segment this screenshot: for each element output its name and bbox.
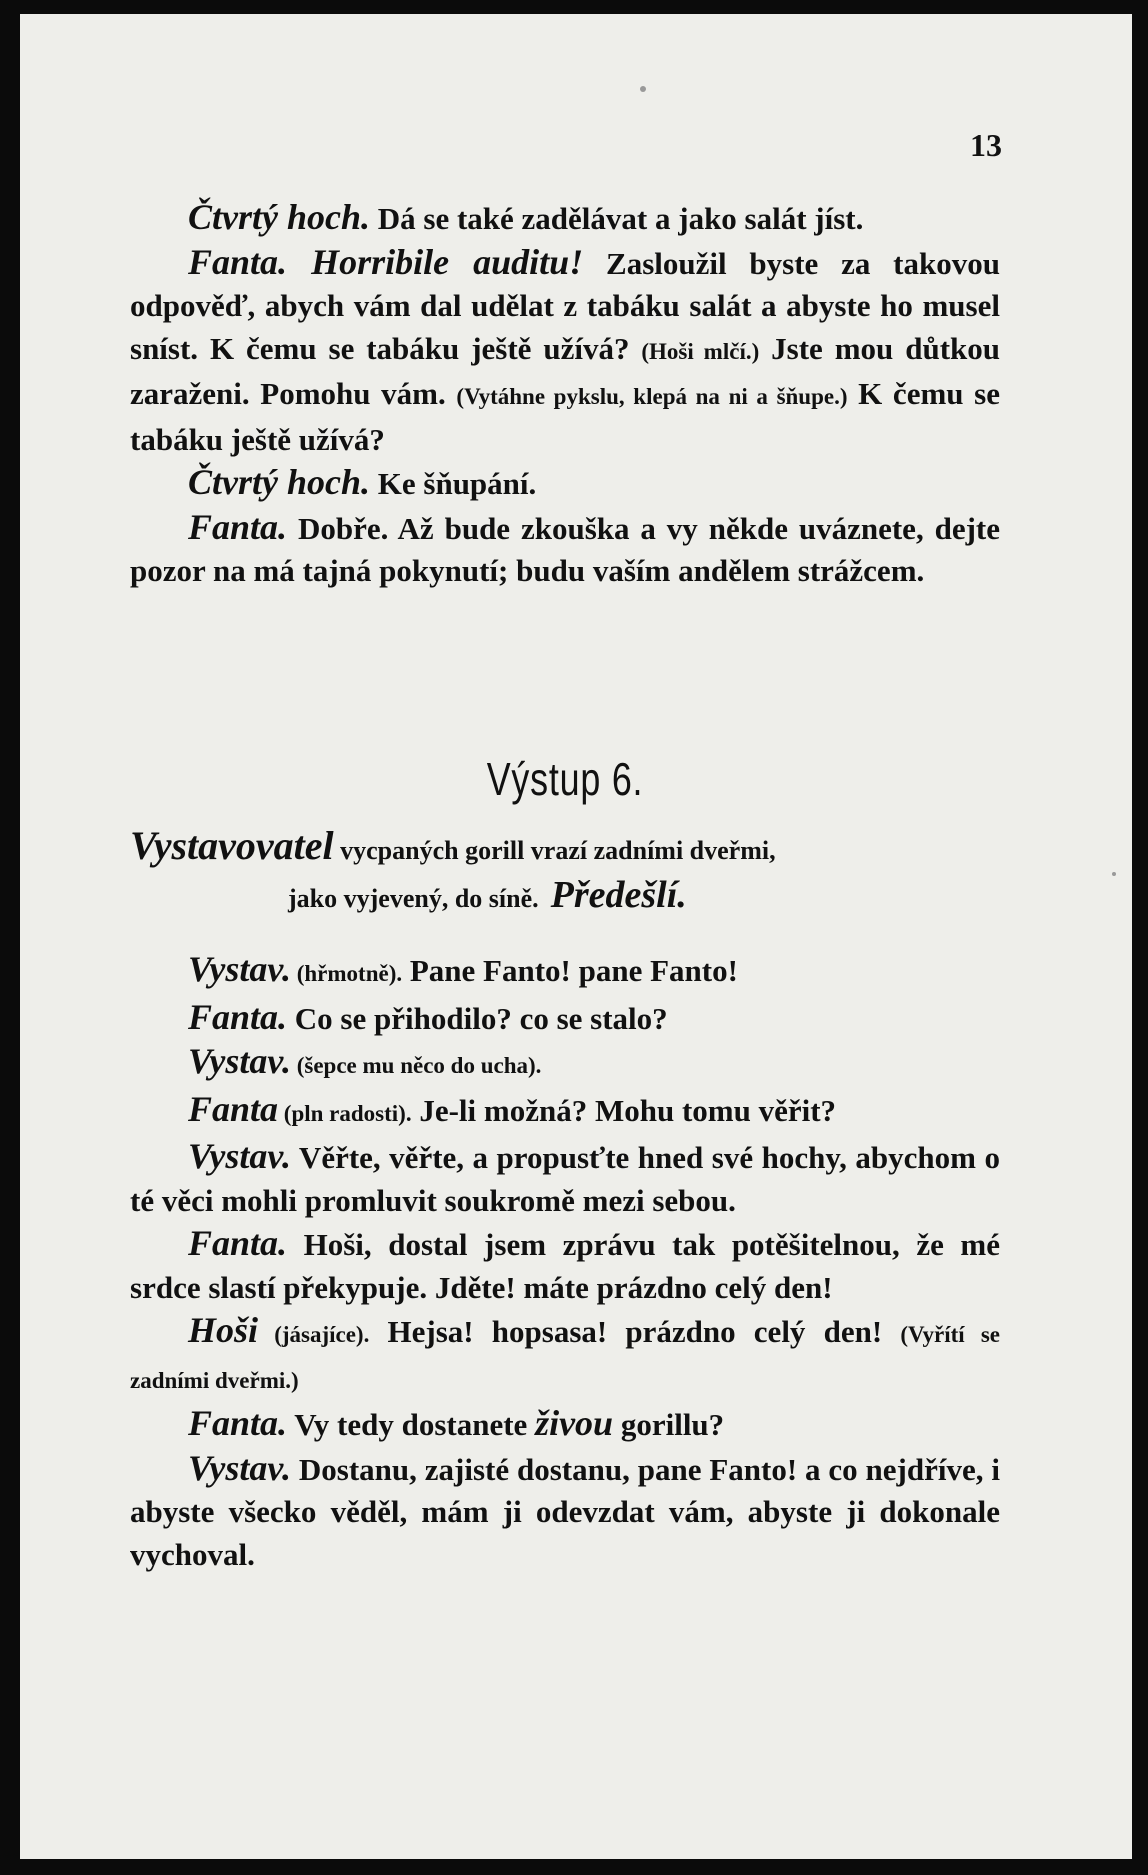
stage-direction: (Vyřítí se zadními dveřmi.) <box>130 1322 1000 1393</box>
stage-direction: (jásajíce). <box>258 1322 370 1347</box>
spoken-text: Dobře. Až bude zkouška a vy někde uváznete, dejte pozor na má tajná pokynutí; budu vaším andělem strážcem. <box>130 510 1000 588</box>
speaker-name: Fanta. <box>188 506 288 547</box>
spoken-text: Vy tedy dostanete <box>287 1407 536 1442</box>
paragraph <box>130 506 1000 593</box>
speaker-name: Čtvrtý hoch. <box>188 462 371 502</box>
scene-intro-text-2: jako vyjevený, do síně. <box>288 884 539 913</box>
scene-previous: Předešlí. <box>550 874 687 916</box>
speaker-name: živou <box>535 1403 614 1443</box>
speaker-name: Fanta. <box>188 1223 288 1263</box>
speaker-name: Vystav. <box>188 1041 291 1081</box>
spoken-text: Ke šňupání. <box>370 466 537 501</box>
spoken-text: Hoši, dostal jsem zprávu tak potěšitelnou, že mé srdce slastí překypuje. Jděte! máte prázdno celý den! <box>130 1227 1000 1305</box>
paragraph <box>130 1402 1000 1447</box>
paragraph <box>130 461 1000 506</box>
paragraph <box>130 1135 1000 1222</box>
dialogue-block-top <box>130 196 1000 593</box>
spoken-text: Co se přihodilo? co se stalo? <box>287 1000 668 1036</box>
spoken-text: Pane Fanto! pane Fanto! <box>402 953 738 988</box>
stage-direction: (hřmotně). <box>290 961 403 986</box>
paragraph <box>130 196 1000 241</box>
speaker-name: Fanta. Horribile auditu! <box>188 241 584 282</box>
spoken-text: Je-li možná? Mohu tomu věřit? <box>411 1092 837 1128</box>
spoken-text: Dá se také zadělávat a jako salát jíst. <box>370 201 864 236</box>
speaker-name: Fanta. <box>188 1403 288 1443</box>
paper-speck <box>1112 872 1116 876</box>
paragraph <box>130 996 1000 1041</box>
paragraph <box>130 1447 1000 1577</box>
stage-direction: (Hoši mlčí.) <box>641 338 760 364</box>
speaker-name: Hoši <box>188 1310 259 1350</box>
speaker-name: Vystav. <box>188 949 291 989</box>
stage-direction: (pln radosti). <box>278 1100 412 1126</box>
paper-speck <box>640 86 646 92</box>
speaker-name: Fanta. <box>188 996 288 1037</box>
book-page <box>20 14 1132 1859</box>
speaker-name: Vystav. <box>188 1447 291 1488</box>
spoken-text: Zasloužil byste za takovou odpověď, abych vám dal udělat z tabáku salát a abyste ho musel sníst. K čemu se tabáku ještě užívá? <box>130 245 1000 366</box>
page-number: 13 <box>970 127 1002 163</box>
scene-stage-direction <box>130 824 1000 921</box>
spoken-text: Jste mou důtkou zaraženi. Pomohu vám. <box>130 330 1000 411</box>
spoken-text: K čemu se tabáku ještě užívá? <box>130 376 1000 457</box>
paragraph <box>130 1309 1000 1402</box>
scene-intro-text: vycpaných gorill vrazí zadními dveřmi, <box>333 836 776 865</box>
spoken-text: gorillu? <box>613 1407 725 1442</box>
speaker-name: Fanta <box>188 1088 279 1129</box>
spoken-text: Věřte, věřte, a propusťte hned své hochy, abychom o té věci mohli promluvit soukromě mezi sebou. <box>130 1140 1000 1218</box>
paragraph <box>130 1222 1000 1309</box>
paragraph <box>130 1088 1000 1136</box>
scene-heading: Výstup 6. <box>486 753 644 805</box>
paragraph <box>130 1040 1000 1088</box>
stage-direction: (šepce mu něco do ucha). <box>290 1053 542 1078</box>
stage-direction: (Vytáhne pykslu, klepá na ni a šňupe.) <box>456 384 848 409</box>
paragraph <box>130 241 1000 462</box>
scene-actor: Vystavovatel <box>130 823 334 868</box>
paragraph <box>130 948 1000 996</box>
speaker-name: Čtvrtý hoch. <box>188 197 371 237</box>
dialogue-block-bottom <box>130 948 1000 1576</box>
spoken-text: Hejsa! hopsasa! prázdno celý den! <box>369 1314 901 1349</box>
spoken-text: Dostanu, zajisté dostanu, pane Fanto! a co nejdříve, i abyste všecko věděl, mám ji odevzdat vám, abyste ji dokonale vychoval. <box>130 1451 1000 1572</box>
speaker-name: Vystav. <box>188 1136 291 1176</box>
